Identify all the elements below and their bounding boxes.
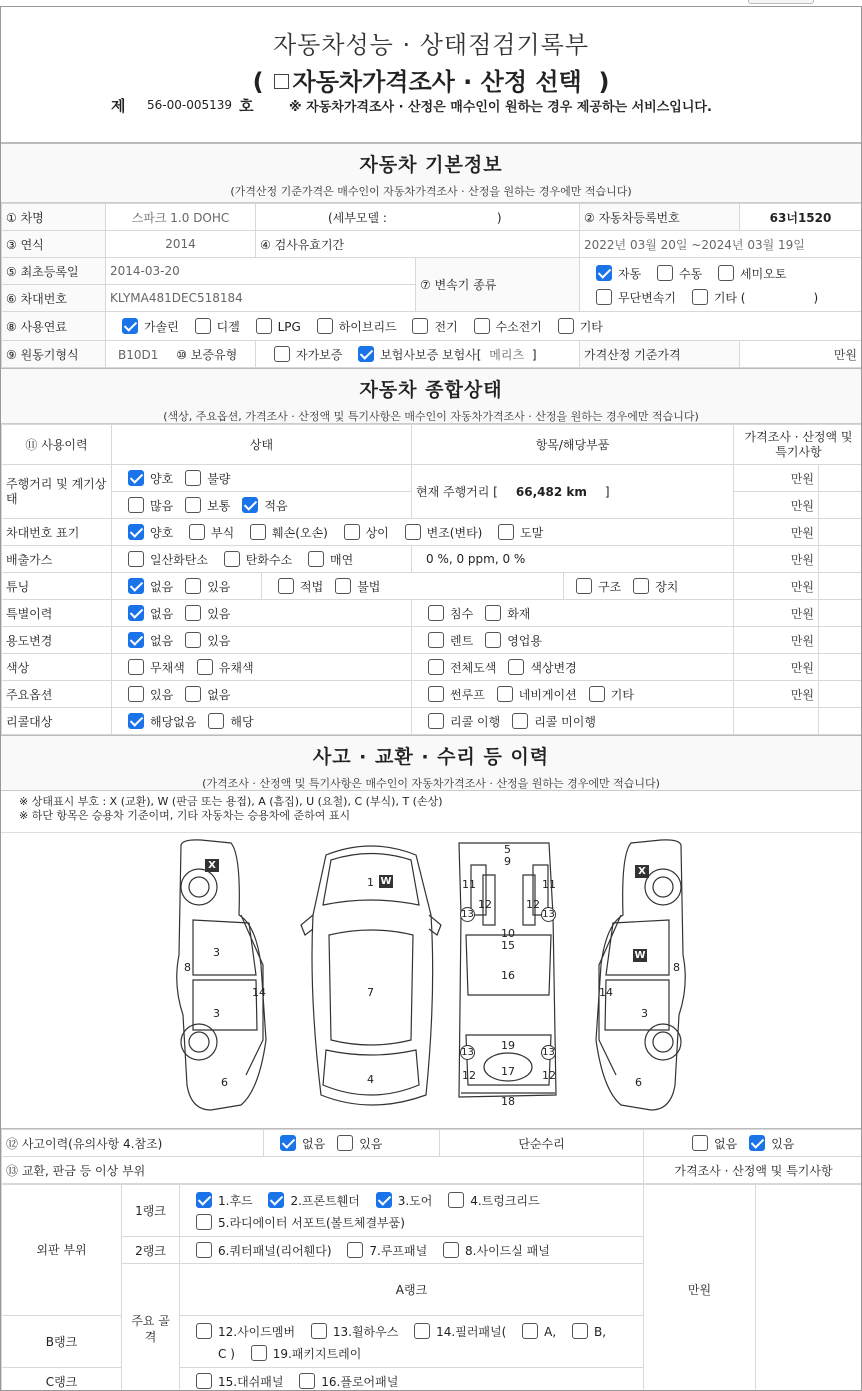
special-fire-checkbox[interactable] <box>485 605 501 621</box>
fuel-lpg-checkbox[interactable] <box>256 318 272 334</box>
trans-cvt-checkbox[interactable] <box>596 289 612 305</box>
price-unit: 만원 <box>734 546 819 573</box>
vin-value: KLYMA481DEC518184 <box>106 285 416 312</box>
special-state: 없음 있음 <box>112 600 412 627</box>
transmission-label: ⑦ 변속기 종류 <box>416 258 580 312</box>
accident-none-checkbox[interactable] <box>280 1135 296 1151</box>
vin-stolen-checkbox[interactable] <box>498 524 514 540</box>
price-unit: 만원 <box>734 573 819 600</box>
label-16: 16 <box>501 969 515 982</box>
sheet-number: 56-00-005139 <box>147 98 233 112</box>
usage-label: 용도변경 <box>2 627 112 654</box>
vin-modified-checkbox[interactable] <box>405 524 421 540</box>
simple-repair-label: 단순수리 <box>440 1130 644 1157</box>
parts-table <box>1 1184 862 1391</box>
vin-good-checkbox[interactable] <box>128 524 144 540</box>
recall-items: 리콜 이행 리콜 미이행 <box>412 708 734 735</box>
warranty-options: 자가보증 보험사보증 보험사[ 메리츠 ] <box>256 341 580 368</box>
service-notice: ※ 자동차가격조사 · 산정은 매수인이 원하는 경우 제공하는 서비스입니다. <box>289 100 712 115</box>
option-label: 주요옵션 <box>2 681 112 708</box>
inspect-value: 2022년 03월 20일 ~2024년 03월 19일 <box>580 231 862 258</box>
usage-rent-checkbox[interactable] <box>428 632 444 648</box>
rankC-label: C랭크 <box>2 1368 122 1391</box>
price-note <box>819 546 862 573</box>
part-15-checkbox[interactable] <box>196 1373 212 1389</box>
part-5-checkbox[interactable] <box>196 1214 212 1230</box>
label-3-top: 3 <box>213 946 220 959</box>
warranty-insurance-checkbox[interactable] <box>358 346 374 362</box>
insurer-value: 메리츠 <box>489 347 525 362</box>
price-unit: 만원 <box>734 600 819 627</box>
option-sunroof-checkbox[interactable] <box>428 686 444 702</box>
rankB-parts: 12.사이드멤버 13.휠하우스 14.필러패널( A, B, C ) 19.패키지트레이 <box>180 1316 644 1368</box>
price-note <box>819 681 862 708</box>
label-10: 10 <box>501 927 515 940</box>
emission-smoke-checkbox[interactable] <box>308 551 324 567</box>
car-name-label: ① 차명 <box>2 204 106 231</box>
simple-repair-options: 없음 있음 <box>644 1130 862 1157</box>
option-etc-checkbox[interactable] <box>589 686 605 702</box>
label-6-left: 6 <box>221 1076 228 1089</box>
accident-note-2: ※ 하단 항목은 승용차 기준이며, 기타 자동차는 승용차에 준하여 표시 <box>19 809 351 822</box>
no-prefix: 제 <box>111 97 126 115</box>
detail-model: (세부모델 : ) <box>256 204 580 231</box>
repair-none-checkbox[interactable] <box>692 1135 708 1151</box>
price-basis-unit: 만원 <box>740 341 862 368</box>
label-12-left: 12 <box>478 898 492 911</box>
accident-note-1: ※ 상태표시 부호 : X (교환), W (판금 또는 용접), A (흠집), U (요철), C (부식), T (손상) <box>19 795 443 808</box>
fuel-label: ⑧ 사용연료 <box>2 312 106 341</box>
exchange-label: ⑬ 교환, 판금 등 이상 부위 <box>2 1157 644 1184</box>
vin-mark-options: 양호 부식 훼손(오손) 상이 변조(변타) 도말 <box>112 519 734 546</box>
recall-state: 해당없음 해당 <box>112 708 412 735</box>
price-note <box>819 519 862 546</box>
rank1-label: 1랭크 <box>122 1185 180 1237</box>
tuning-type: 구조 장치 <box>564 573 734 600</box>
rankA-label: A랭크 <box>180 1264 644 1316</box>
usage-items: 렌트 영업용 <box>412 627 734 654</box>
price-note <box>819 600 862 627</box>
rank2-parts: 6.쿼터패널(리어휀다) 7.루프패널 8.사이드실 패널 <box>180 1237 644 1264</box>
price-note <box>819 465 862 492</box>
vin-label: ⑥ 차대번호 <box>2 285 106 312</box>
label-11-right: 11 <box>542 878 556 891</box>
label-11-left: 11 <box>462 878 476 891</box>
emission-values: 0 %, 0 ppm, 0 % <box>412 546 734 573</box>
usage-exist-checkbox[interactable] <box>185 632 201 648</box>
price-note <box>734 708 819 735</box>
mark-x-right: X <box>635 865 649 878</box>
transmission-options: 자동 수동 세미오토 무단변속기 기타 ( ) <box>580 258 862 312</box>
tuning-illegal-checkbox[interactable] <box>335 578 351 594</box>
emission-label: 배출가스 <box>2 546 112 573</box>
price-basis-label: 가격산정 기준가격 <box>580 341 740 368</box>
part-13-checkbox[interactable] <box>311 1323 327 1339</box>
price-note <box>819 492 862 519</box>
tuning-legal-checkbox[interactable] <box>278 578 294 594</box>
rankC-parts: 15.대쉬패널 16.플로어패널 <box>180 1368 644 1391</box>
part-4-checkbox[interactable] <box>448 1192 464 1208</box>
warranty-label: ⑩ 보증유형 <box>176 347 238 362</box>
color-items: 전체도색 색상변경 <box>412 654 734 681</box>
accident-section-header <box>1 735 861 791</box>
rankB-label: B랭크 <box>2 1316 122 1368</box>
label-13-left: 13 <box>461 909 474 920</box>
part-19-checkbox[interactable] <box>251 1345 267 1361</box>
label-3-right: 3 <box>641 1007 648 1020</box>
usage-business-checkbox[interactable] <box>485 632 501 648</box>
fuel-electric-checkbox[interactable] <box>412 318 428 334</box>
color-change-checkbox[interactable] <box>508 659 524 675</box>
outer-label: 외판 부위 <box>2 1185 122 1316</box>
price-note <box>819 573 862 600</box>
tuning-exist-checkbox[interactable] <box>185 578 201 594</box>
option-none-checkbox[interactable] <box>185 686 201 702</box>
tuning-structure-checkbox[interactable] <box>576 578 592 594</box>
price-note <box>819 627 862 654</box>
color-achromatic-checkbox[interactable] <box>128 659 144 675</box>
mileage-good-checkbox[interactable] <box>128 470 144 486</box>
part-12-checkbox[interactable] <box>196 1323 212 1339</box>
label-4: 4 <box>367 1073 374 1086</box>
special-flood-checkbox[interactable] <box>428 605 444 621</box>
price-unit: 만원 <box>734 519 819 546</box>
price-unit: 만원 <box>734 492 819 519</box>
tuning-label: 튜닝 <box>2 573 112 600</box>
option-exist-checkbox[interactable] <box>128 686 144 702</box>
top-button[interactable] <box>748 0 814 4</box>
col-item: 항목/해당부품 <box>412 425 734 465</box>
col-state: 상태 <box>112 425 412 465</box>
pillar-a-checkbox[interactable] <box>522 1323 538 1339</box>
price-unit: 만원 <box>734 627 819 654</box>
part-3-checkbox[interactable] <box>376 1192 392 1208</box>
frame-label: 주요 골격 <box>122 1264 180 1391</box>
recall-not-checkbox[interactable] <box>512 713 528 729</box>
label-18: 18 <box>501 1095 515 1108</box>
mileage-few-checkbox[interactable] <box>242 497 258 513</box>
label-3-bottom: 3 <box>213 1007 220 1020</box>
mark-x-left: X <box>205 859 219 872</box>
label-6-right: 6 <box>635 1076 642 1089</box>
overall-section-header <box>1 368 861 424</box>
overall-title: 자동차 종합상태 <box>359 379 503 401</box>
price-unit: 만원 <box>734 465 819 492</box>
sheet-subtitle: ( 자동차가격조사 · 산정 선택 ) <box>252 68 610 96</box>
emission-co-checkbox[interactable] <box>128 551 144 567</box>
car-diagram <box>1 833 861 1129</box>
fuel-etc-checkbox[interactable] <box>558 318 574 334</box>
accident-history-options: 없음 있음 <box>264 1130 440 1157</box>
vin-damage-checkbox[interactable] <box>250 524 266 540</box>
mileage-label: 주행거리 및 계기상태 <box>2 465 112 519</box>
exchange-price-col: 가격조사 · 산정액 및 특기사항 <box>644 1157 862 1184</box>
mark-w-hood: W <box>380 876 392 887</box>
recall-applicable-checkbox[interactable] <box>208 713 224 729</box>
part-1-checkbox[interactable] <box>196 1192 212 1208</box>
label-5: 5 <box>504 843 511 856</box>
special-label: 특별이력 <box>2 600 112 627</box>
tuning-device-checkbox[interactable] <box>633 578 649 594</box>
emission-hc-checkbox[interactable] <box>224 551 240 567</box>
engine-value: B10D1 <box>118 347 159 362</box>
special-exist-checkbox[interactable] <box>185 605 201 621</box>
recall-na-checkbox[interactable] <box>128 713 144 729</box>
trans-semi-checkbox[interactable] <box>718 265 734 281</box>
part-2-checkbox[interactable] <box>268 1192 284 1208</box>
part-16-checkbox[interactable] <box>299 1373 315 1389</box>
option-items: 썬루프 네비게이션 기타 <box>412 681 734 708</box>
vin-differ-checkbox[interactable] <box>344 524 360 540</box>
record-sheet <box>0 6 862 1391</box>
basic-info-sub: (가격산정 기준가격은 매수인이 자동차가격조사 · 산정을 원하는 경우에만 적습니다) <box>230 185 632 198</box>
label-1: 1 <box>367 876 374 889</box>
label-17: 17 <box>501 1065 515 1078</box>
accident-exist-checkbox[interactable] <box>337 1135 353 1151</box>
mileage-normal-checkbox[interactable] <box>185 497 201 513</box>
usage-state: 없음 있음 <box>112 627 412 654</box>
color-fullpaint-checkbox[interactable] <box>428 659 444 675</box>
mileage-bad-checkbox[interactable] <box>185 470 201 486</box>
label-13-right: 13 <box>542 909 555 920</box>
mileage-current: 현재 주행거리 [ 66,482 km ] <box>412 465 734 519</box>
label-14-left: 14 <box>252 986 266 999</box>
price-select-checkbox[interactable] <box>274 74 289 89</box>
pillar-b-checkbox[interactable] <box>572 1323 588 1339</box>
first-reg-label: ⑤ 최초등록일 <box>2 258 106 285</box>
fuel-gasoline-checkbox[interactable] <box>122 318 138 334</box>
col-price: 가격조사 · 산정액 및 특기사항 <box>734 425 862 465</box>
col-history: ⑪ 사용이력 <box>2 425 112 465</box>
accident-notes <box>1 791 861 833</box>
option-navi-checkbox[interactable] <box>497 686 513 702</box>
fuel-options: 가솔린 디젤 LPG 하이브리드 전기 수소전기 기타 <box>106 312 862 341</box>
car-diagram-svg <box>161 835 701 1125</box>
year-label: ③ 연식 <box>2 231 106 258</box>
label-9: 9 <box>504 855 511 868</box>
accident-sub: (가격조사 · 산정액 및 특기사항은 매수인이 자동차가격조사 · 산정을 원하는 경우에만 적습니다) <box>202 777 660 790</box>
part-14-checkbox[interactable] <box>414 1323 430 1339</box>
emission-options: 일산화탄소 탄화수소 매연 <box>112 546 412 573</box>
label-12-right: 12 <box>526 898 540 911</box>
warranty-self-checkbox[interactable] <box>274 346 290 362</box>
rank2-label: 2랭크 <box>122 1237 180 1264</box>
label-8-right: 8 <box>673 961 680 974</box>
fuel-hybrid-checkbox[interactable] <box>317 318 333 334</box>
car-right-side <box>596 840 685 1110</box>
label-19: 19 <box>501 1039 515 1052</box>
rank1-parts: 1.후드 2.프론트휀더 3.도어 4.트렁크리드 5.라디에이터 서포트(볼트체결부품) <box>180 1185 644 1237</box>
vin-mark-label: 차대번호 표기 <box>2 519 112 546</box>
engine-row <box>106 341 256 368</box>
label-13-rear-right: 13 <box>542 1047 555 1058</box>
repair-exist-checkbox[interactable] <box>749 1135 765 1151</box>
sheet-title: 자동차성능 · 상태점검기록부 <box>272 31 590 59</box>
trans-manual-checkbox[interactable] <box>657 265 673 281</box>
mileage-many-checkbox[interactable] <box>128 497 144 513</box>
price-note <box>819 654 862 681</box>
part-7-checkbox[interactable] <box>347 1242 363 1258</box>
special-none-checkbox[interactable] <box>128 605 144 621</box>
no-suffix: 호 <box>239 97 254 115</box>
accident-history-table <box>1 1129 862 1184</box>
recall-label: 리콜대상 <box>2 708 112 735</box>
basic-info-section-header <box>1 143 861 203</box>
basic-info-title: 자동차 기본정보 <box>359 154 503 176</box>
usage-none-checkbox[interactable] <box>128 632 144 648</box>
tuning-none-checkbox[interactable] <box>128 578 144 594</box>
trans-auto-checkbox[interactable] <box>596 265 612 281</box>
overall-sub: (색상, 주요옵션, 가격조사 · 산정액 및 특기사항은 매수인이 자동차가격조사 · 산정을 원하는 경우에만 적습니다) <box>163 410 699 423</box>
inspect-label: ④ 검사유효기간 <box>256 231 580 258</box>
special-items: 침수 화재 <box>412 600 734 627</box>
sheet-header <box>1 7 861 143</box>
mark-w-right-door: W <box>634 950 646 961</box>
trans-etc-checkbox[interactable] <box>692 289 708 305</box>
reg-number-label: ② 자동차등록번호 <box>580 204 740 231</box>
engine-label: ⑨ 원동기형식 <box>2 341 106 368</box>
reg-number-value: 63너1520 <box>740 204 862 231</box>
overall-table <box>1 424 862 735</box>
price-note <box>819 708 862 735</box>
year-value: 2014 <box>106 231 256 258</box>
car-name-value: 스파크 1.0 DOHC <box>106 204 256 231</box>
fuel-hydrogen-checkbox[interactable] <box>474 318 490 334</box>
basic-info-table <box>1 203 862 368</box>
parts-price-unit: 만원 <box>644 1185 756 1391</box>
mileage-value: 66,482 km <box>515 485 587 499</box>
label-7: 7 <box>367 986 374 999</box>
first-reg-value: 2014-03-20 <box>106 258 416 285</box>
tuning-legal: 적법 불법 <box>262 573 564 600</box>
label-15: 15 <box>501 939 515 952</box>
recall-done-checkbox[interactable] <box>428 713 444 729</box>
option-state: 있음 없음 <box>112 681 412 708</box>
price-unit: 만원 <box>734 654 819 681</box>
part-8-checkbox[interactable] <box>443 1242 459 1258</box>
color-state: 무채색 유채색 <box>112 654 412 681</box>
fuel-diesel-checkbox[interactable] <box>195 318 211 334</box>
label-12-rear-right: 12 <box>542 1069 556 1082</box>
vin-corrosion-checkbox[interactable] <box>189 524 205 540</box>
car-left-side <box>177 840 266 1110</box>
mileage-state-2: 많음 보통 적음 <box>112 492 412 519</box>
tuning-state: 없음 있음 <box>112 573 262 600</box>
accident-history-label: ⑫ 사고이력(유의사항 4.참조) <box>2 1130 264 1157</box>
label-14-right: 14 <box>599 986 613 999</box>
parts-price-note <box>756 1185 862 1391</box>
color-chromatic-checkbox[interactable] <box>197 659 213 675</box>
price-unit: 만원 <box>734 681 819 708</box>
color-label: 색상 <box>2 654 112 681</box>
part-6-checkbox[interactable] <box>196 1242 212 1258</box>
label-13-rear-left: 13 <box>461 1047 474 1058</box>
label-12-rear-left: 12 <box>462 1069 476 1082</box>
mileage-state-1: 양호 불량 <box>112 465 412 492</box>
label-8-left: 8 <box>184 961 191 974</box>
accident-title: 사고 · 교환 · 수리 등 이력 <box>312 746 550 768</box>
